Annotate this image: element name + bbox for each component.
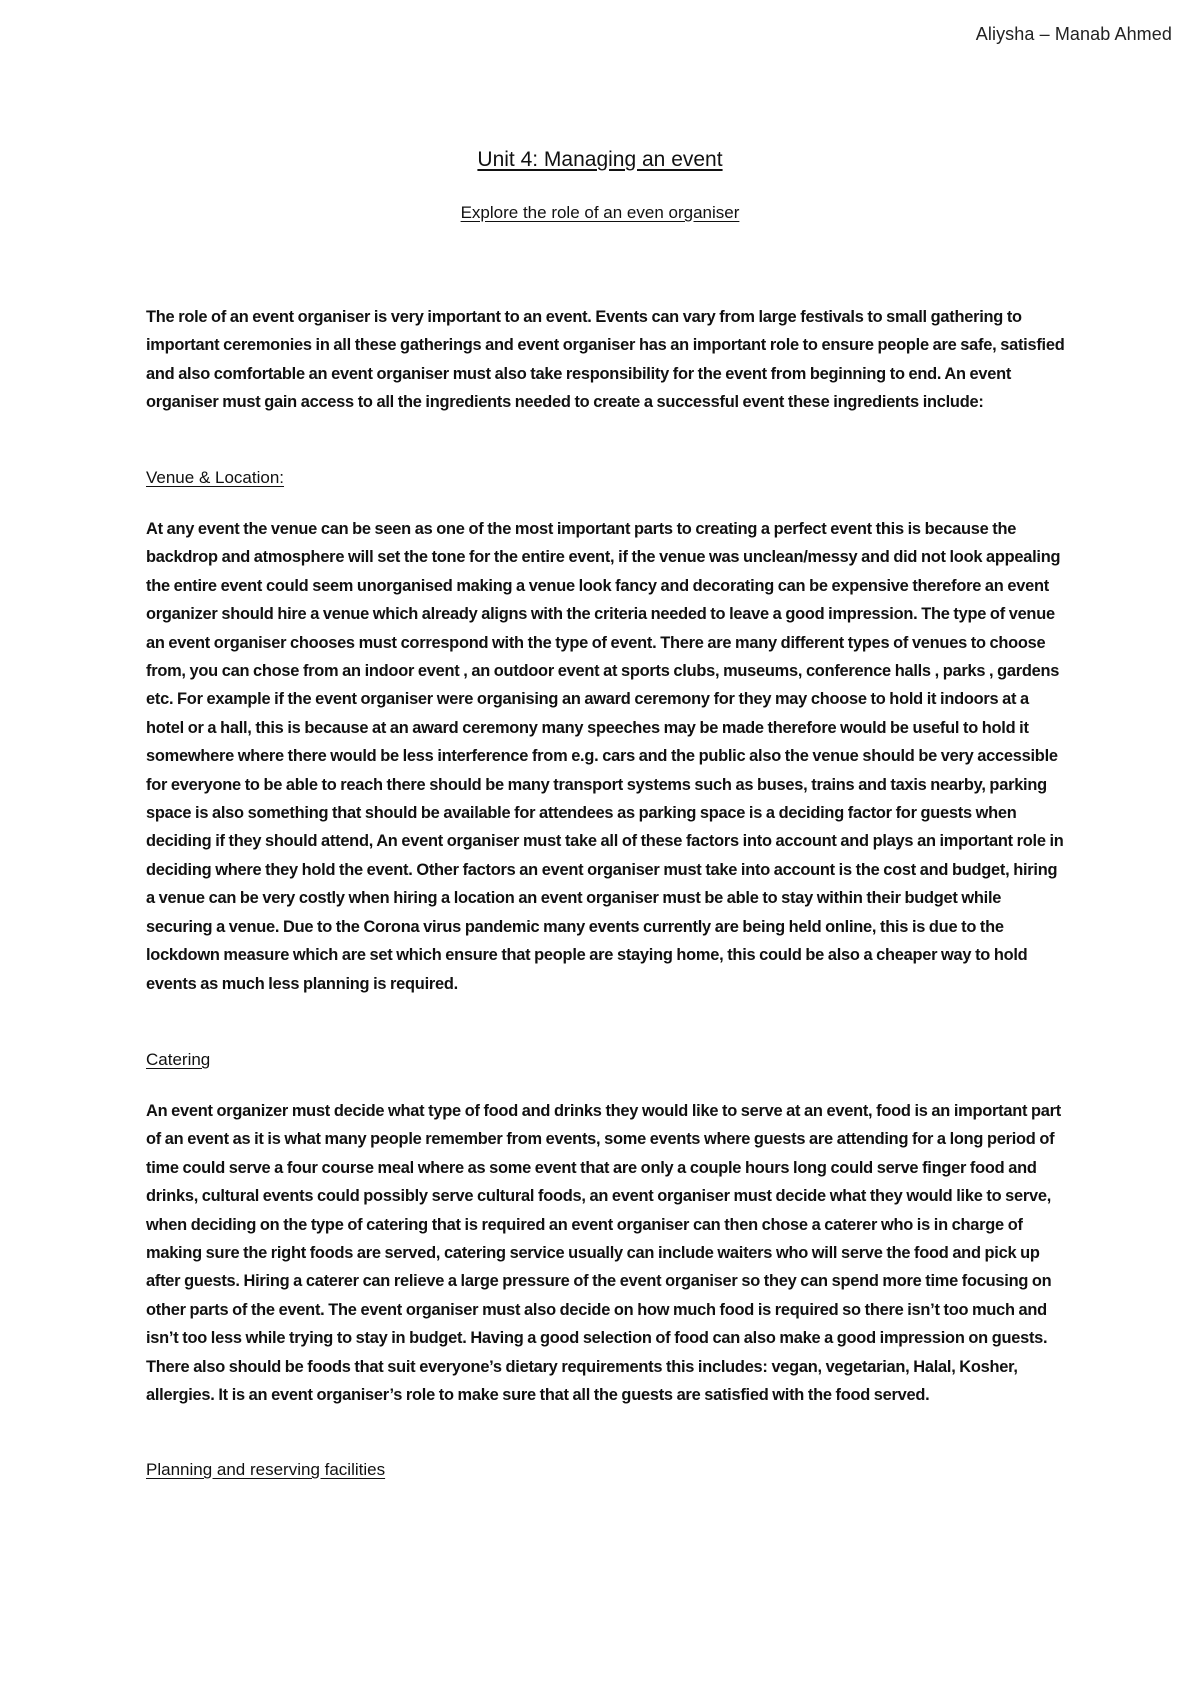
- page-title: Unit 4: Managing an event: [477, 148, 723, 171]
- section-paragraph-catering: An event organizer must decide what type of food and drinks they would like to serve at an event, food is an important part of an event as it is what many people remember from events, some events where guests are attending for a long period of time could serve a four course meal where as some event that are only a couple hours long could serve finger food and drinks, cultural events could possibly serve cultural foods, an event organiser must decide what they would like to serve, when deciding on the type of catering that is required an event organiser can then chose a caterer who is in charge of making sure the right foods are served, catering service usually can include waiters who will serve the food and pick up after guests. Hiring a caterer can relieve a large pressure of the event organiser so they can spend more time focusing on other parts of the event. The event organiser must also decide on how much food is required so there isn’t too much and isn’t too less while trying to stay in budget. Having a good selection of food can also make a good impression on guests. There also should be foods that suit everyone’s dietary requirements this includes: vegan, vegetarian, Halal, Kosher, allergies. It is an event organiser’s role to make sure that all the guests are satisfied with the food served.: [146, 1102, 1061, 1405]
- page-subtitle: Explore the role of an even organiser: [460, 203, 740, 222]
- section-heading-catering: Catering: [146, 1050, 211, 1069]
- section-heading-planning: Planning and reserving facilities: [146, 1460, 386, 1479]
- section-paragraph-venue: At any event the venue can be seen as one of the most important parts to creating a perfect event this is because the backdrop and atmosphere will set the tone for the entire event, if the venue was unclean/messy and did not look appealing the entire event could seem unorganised making a venue look fancy and decorating can be expensive therefore an event organizer should hire a venue which already aligns with the criteria needed to leave a good impression. The type of venue an event organiser chooses must correspond with the type of event. There are many different types of venues to choose from, you can chose from an indoor event , an outdoor event at sports clubs, museums, conference halls , parks , gardens etc. For example if the event organiser were organising an award ceremony for they may choose to hold it indoors at a hotel or a hall, this is because at an award ceremony many speeches may be made therefore would be useful to hold it somewhere where there would be less interference from e.g. cars and the public also the venue should be very accessible for everyone to be able to reach there should be many transport systems such as buses, trains and taxis nearby, parking space is also something that should be available for attendees as parking space is a deciding factor for guests when deciding if they should attend, An event organiser must take all of these factors into account and plays an important role in deciding where they hold the event. Other factors an event organiser must take into account is the cost and budget, hiring a venue can be very costly when hiring a location an event organiser must be able to stay within their budget while securing a venue. Due to the Corona virus pandemic many events currently are being held online, this is due to the lockdown measure which are set which ensure that people are staying home, this could be also a cheaper way to hold events as much less planning is required.: [146, 520, 1064, 993]
- intro-paragraph: The role of an event organiser is very important to an event. Events can vary from large festivals to small gathering to important ceremonies in all these gatherings and event organiser has an important role to ensure people are safe, satisfied and also comfortable an event organiser must also take responsibility for the event from beginning to end. An event organiser must gain access to all the ingredients needed to create a successful event these ingredients include:: [146, 308, 1065, 412]
- header-author: Aliysha – Manab Ahmed: [975, 24, 1172, 44]
- section-heading-venue: Venue & Location:: [146, 468, 285, 487]
